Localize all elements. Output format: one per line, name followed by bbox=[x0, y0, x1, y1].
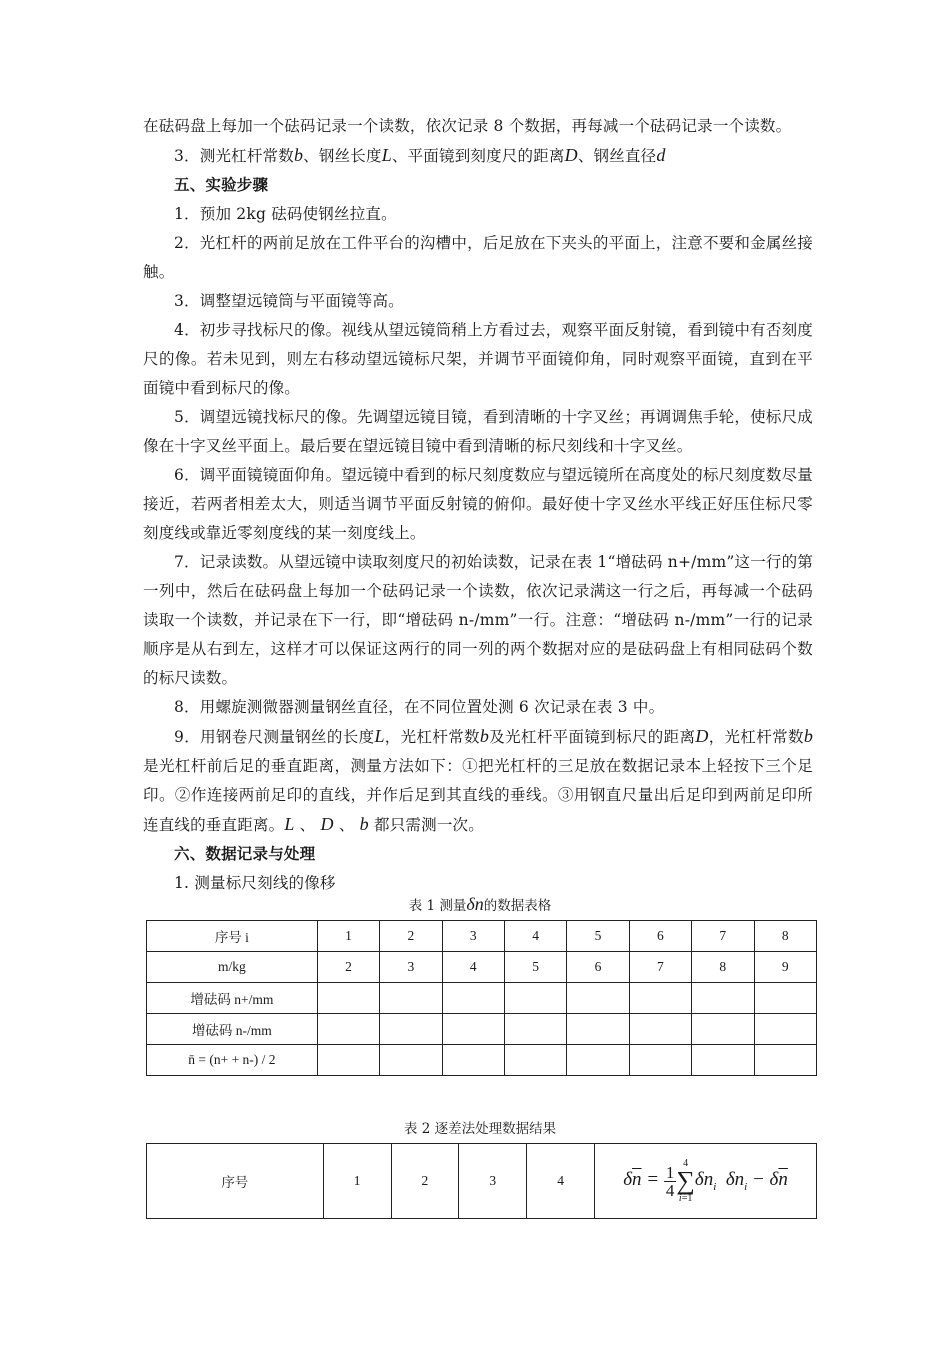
section-heading-5: 五、实验步骤 bbox=[174, 176, 269, 194]
table1-cell: 7 bbox=[629, 952, 691, 983]
table1-cell: 9 bbox=[754, 952, 817, 983]
table1-caption: 表 1 测量δn的数据表格 bbox=[408, 894, 552, 914]
table2-cell: 2 bbox=[391, 1144, 459, 1219]
table2-cell: 3 bbox=[459, 1144, 527, 1219]
table1-cell bbox=[442, 1014, 504, 1045]
table1-cell: 5 bbox=[504, 952, 566, 983]
step-5: 5．调望远镜找标尺的像。先调望远镜目镜，看到清晰的十字叉丝；再调调焦手轮，使标尺成像在十字叉丝平面上。最后要在望远镜目镜中看到清晰的标尺刻线和十字叉丝。 bbox=[143, 408, 813, 455]
table1-cell bbox=[754, 1045, 817, 1076]
table1-cell bbox=[567, 1014, 629, 1045]
table1-cell bbox=[317, 1014, 379, 1045]
table1-cell bbox=[504, 1045, 566, 1076]
table1-cell bbox=[692, 983, 754, 1014]
table1-cell bbox=[754, 983, 817, 1014]
table2-row bbox=[147, 1144, 817, 1219]
table1-cell: 1 bbox=[317, 921, 379, 952]
subsection-1: 1. 测量标尺刻线的像移 bbox=[174, 874, 336, 892]
step-4: 4．初步寻找标尺的像。视线从望远镜筒稍上方看过去，观察平面反射镜，看到镜中有否刻度尺的像。若未见到，则左右移动望远镜标尺架，并调节平面镜仰角，同时观察平面镜，直到在平面镜中看到标尺的像。 bbox=[143, 321, 813, 397]
table1-cell bbox=[692, 1014, 754, 1045]
step-3: 3．调整望远镜筒与平面镜等高。 bbox=[174, 292, 404, 310]
table1-cell: 2 bbox=[380, 921, 442, 952]
table1-cell: 8 bbox=[692, 952, 754, 983]
step-9: 9．用钢卷尺测量钢丝的长度L，光杠杆常数b及光杠杆平面镜到标尺的距离D，光杠杆常数b是光杠杆前后足的垂直距离，测量方法如下：①把光杠杆的三足放在数据记录本上轻按下三个足印。②作连接两前足印的直线，并作后足到其直线的垂线。③用钢直尺量出后足印到两前足印所连直线的垂直距离。L 、 D 、 b 都只需测一次。 bbox=[143, 726, 814, 834]
table2-caption: 表 2 逐差法处理数据结果 bbox=[403, 1121, 557, 1137]
table1-row bbox=[147, 952, 817, 983]
step-8: 8．用螺旋测微器测量钢丝直径，在不同位置处测 6 次记录在表 3 中。 bbox=[174, 698, 665, 716]
step-7: 7．记录读数。从望远镜中读取刻度尺的初始读数，记录在表 1“增砝码 n+/mm”这一行的第一列中，然后在砝码盘上每加一个砝码记录一个读数，依次记录满这一行之后，再每减一个砝码读取一个读数，并记录在下一行，即“增砝码 n-/mm”一行。注意：“增砝码 n-/mm”一行的记录顺序是从右到左，这样才可以保证这两行的同一列的两个数据对应的是砝码盘上有相同砝码个数的标尺读数。 bbox=[143, 553, 814, 687]
table1-row-label: 增砝码 n-/mm bbox=[147, 1014, 318, 1045]
table1-cell bbox=[442, 983, 504, 1014]
table1-cell bbox=[380, 1045, 442, 1076]
table1-cell bbox=[692, 1045, 754, 1076]
table1-cell: 6 bbox=[567, 952, 629, 983]
table1-row-label: 增砝码 n+/mm bbox=[147, 983, 318, 1014]
table1-cell: 7 bbox=[692, 921, 754, 952]
step-2: 2．光杠杆的两前足放在工件平台的沟槽中，后足放在下夹头的平面上，注意不要和金属丝接触。 bbox=[143, 234, 813, 281]
table1-cell bbox=[442, 1045, 504, 1076]
table1-cell bbox=[380, 1014, 442, 1045]
section-heading-6: 六、数据记录与处理 bbox=[174, 845, 316, 863]
table2-cell: 1 bbox=[323, 1144, 391, 1219]
table1-cell bbox=[504, 983, 566, 1014]
table1-cell bbox=[317, 983, 379, 1014]
table2-label: 序号 bbox=[147, 1144, 324, 1219]
table1-row-label: n̄ = (n+ + n-) / 2 bbox=[147, 1045, 318, 1076]
table1-cell: 4 bbox=[442, 952, 504, 983]
table1-cell bbox=[629, 1014, 691, 1045]
table1-cell bbox=[567, 1045, 629, 1076]
table1 bbox=[146, 920, 817, 1076]
table1-row bbox=[147, 983, 817, 1014]
table1-cell bbox=[754, 1014, 817, 1045]
table1-row bbox=[147, 921, 817, 952]
table1-cell: 8 bbox=[754, 921, 817, 952]
table1-cell bbox=[629, 983, 691, 1014]
table1-row bbox=[147, 1045, 817, 1076]
table1-cell: 4 bbox=[504, 921, 566, 952]
mean-delta-formula: $\delta\overline{n}$ = $\frac{1}{4}$ 4 ∑ i=1 $\delta n_i$ $\delta n_i - \delta\overline{n}$ bbox=[623, 1158, 788, 1204]
table1-cell bbox=[380, 983, 442, 1014]
item-3-measure-constants: 3．测光杠杆常数b、钢丝长度L、平面镜到刻度尺的距离D、钢丝直径d bbox=[174, 145, 666, 165]
table1-cell: 3 bbox=[442, 921, 504, 952]
table1-cell: 3 bbox=[380, 952, 442, 983]
table1-cell bbox=[504, 1014, 566, 1045]
step-1: 1．预加 2kg 砝码使钢丝拉直。 bbox=[174, 205, 397, 223]
table1-cell bbox=[317, 1045, 379, 1076]
table1-row-label: 序号 i bbox=[147, 921, 318, 952]
table1-cell bbox=[629, 1045, 691, 1076]
table2 bbox=[146, 1143, 817, 1219]
table2-formula bbox=[595, 1144, 817, 1219]
table2-cell: 4 bbox=[527, 1144, 595, 1219]
table1-cell bbox=[567, 983, 629, 1014]
table1-cell: 5 bbox=[567, 921, 629, 952]
step-6: 6．调平面镜镜面仰角。望远镜中看到的标尺刻度数应与望远镜所在高度处的标尺刻度数尽量接近，若两者相差太大，则适当调节平面反射镜的俯仰。最好使十字叉丝水平线正好压住标尺零刻度线或靠近零刻度线的某一刻度线上。 bbox=[143, 466, 813, 542]
table1-row-label: m/kg bbox=[147, 952, 318, 983]
table1-cell: 2 bbox=[317, 952, 379, 983]
paragraph-continued: 在砝码盘上每加一个砝码记录一个读数，依次记录 8 个数据，再每减一个砝码记录一个读数。 bbox=[143, 117, 792, 135]
table1-cell: 6 bbox=[629, 921, 691, 952]
body-text bbox=[143, 112, 813, 898]
table1-row bbox=[147, 1014, 817, 1045]
